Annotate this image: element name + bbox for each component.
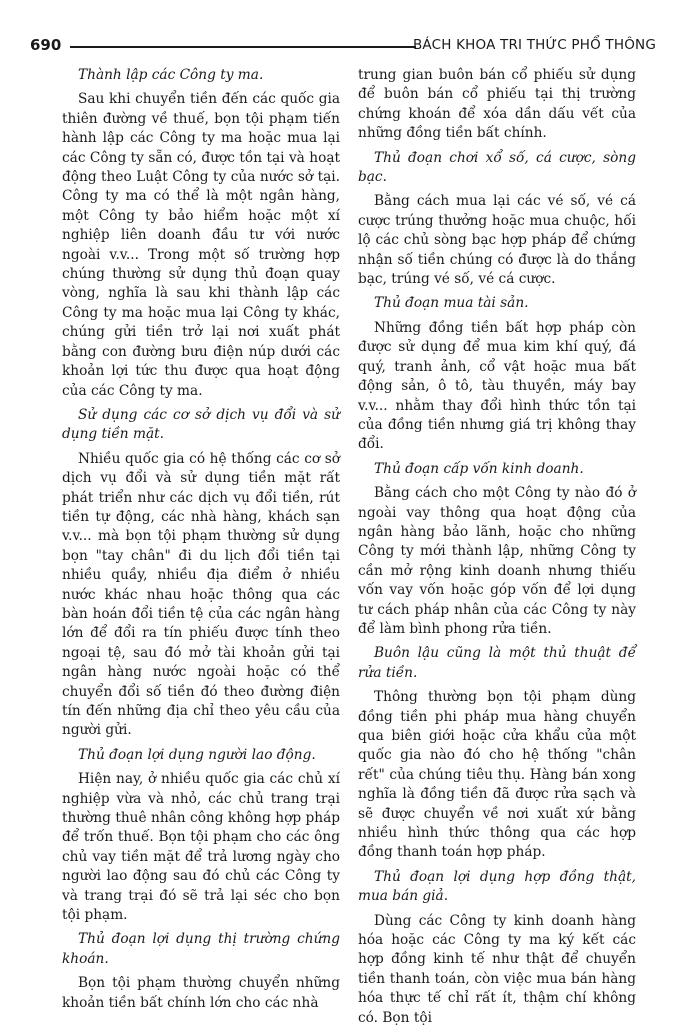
section-heading: Sử dụng các cơ sở dịch vụ đổi và sử dụng tiền mặt. bbox=[62, 406, 340, 443]
section-heading: Thủ đoạn lợi dụng thị trường chứng khoán. bbox=[62, 931, 340, 967]
page-header bbox=[30, 34, 656, 56]
paragraph: Dùng các Công ty kinh doanh hàng hóa hoặc các Công ty ma ký kết các hợp đồng kinh tế như thật để chuyển tiền thanh toán, còn việc mua bán hàng hóa thực tế chỉ rất ít, thậm chí không có. Bọn tội bbox=[358, 912, 636, 1026]
paragraph: Những đồng tiền bất hợp pháp còn được sử dụng để mua kim khí quý, đá quý, tranh ảnh, cổ vật hoặc mua bất động sản, ô tô, tàu thuyền, máy bay v.v... nhằm thay đổi hình thức tồn tại của đồng tiền nhưng giá trị không thay đổi. bbox=[358, 319, 636, 453]
book-title: BÁCH KHOA TRI THỨC PHỔ THÔNG bbox=[412, 37, 656, 53]
header-rule bbox=[70, 46, 416, 48]
paragraph: Bọn tội phạm thường chuyển những khoản tiền bất chính lớn cho các nhà bbox=[62, 975, 340, 1011]
section-heading: Thành lập các Công ty ma. bbox=[78, 67, 264, 83]
paragraph: Bằng cách mua lại các vé số, vé cá cược trúng thưởng hoặc mua chuộc, hối lộ các chủ sòng bạc hợp pháp để chứng nhận số tiền chúng có được là do thắng bạc, trúng vé số, vé cá cược. bbox=[358, 193, 636, 288]
paragraph: Thông thường bọn tội phạm dùng đồng tiền phi pháp mua hàng chuyển qua biên giới hoặc cửa khẩu của một quốc gia nào đó cho hệ thống "chân rết" của chúng tiêu thụ. Hàng bán xong nghĩa là đồng tiền đã được rửa sạch và sẽ được chuyển về nơi xuất xứ bằng nhiều hình thức thông qua các hợp đồng thanh toán hợp pháp. bbox=[358, 689, 636, 861]
paragraph: Bằng cách cho một Công ty nào đó ở ngoài vay thông qua hoạt động của ngân hàng bảo lãnh, hoặc cho những Công ty mới thành lập, những Công ty cần mở rộng kinh doanh nhưng thiếu vốn vay vốn hoặc góp vốn để lợi dụng tư cách pháp nhân của các Công ty này để làm bình phong rửa tiền. bbox=[358, 485, 636, 637]
section-heading: Thủ đoạn lợi dụng người lao động. bbox=[78, 746, 316, 763]
section-heading: Buôn lậu cũng là một thủ thuật để rửa tiền. bbox=[358, 645, 636, 681]
section-heading: Thủ đoạn lợi dụng hợp đồng thật, mua bán giả. bbox=[358, 868, 636, 905]
left-column bbox=[62, 66, 340, 1018]
section-heading: Thủ đoạn chơi xổ số, cá cược, sòng bạc. bbox=[358, 149, 636, 186]
right-column bbox=[358, 66, 636, 1033]
paragraph: Nhiều quốc gia có hệ thống các cơ sở dịch vụ đổi và sử dụng tiền mặt rất phát triển như các dịch vụ đổi tiền, rút tiền tự động, các nhà hàng, khách sạn v.v... mà bọn tội phạm thường sử dụng bọn "tay chân" đi du lịch đổi tiền tại nhiều quầy, nhiều địa điểm ở nhiều nước khác nhau hoặc thông qua các bàn hoán đổi tiền tệ của các ngân hàng lớn để đổi ra tín phiếu được tính theo ngoại tệ, sau đó mở tài khoản gửi tại ngân hàng nước ngoài hoặc có thể chuyển đổi số tiền đó theo đường điện tín đến những địa chỉ theo yêu cầu của người gửi. bbox=[62, 450, 340, 739]
page-number: 690 bbox=[30, 36, 62, 54]
section-heading: Thủ đoạn cấp vốn kinh doanh. bbox=[374, 460, 584, 477]
paragraph: Sau khi chuyển tiền đến các quốc gia thiên đường về thuế, bọn tội phạm tiến hành lập các Công ty ma hoặc mua lại các Công ty sẵn có, được tồn tại và hoạt động theo Luật Công ty của nước sở tại. Công ty ma có thể là một ngân hàng, một Công ty bảo hiểm hoặc một xí nghiệp liên doanh đầu tư với nước ngoài v.v... Trong một số trường hợp chúng thường sử dụng thủ đoạn quay vòng, nghĩa là sau khi thành lập các Công ty ma hoặc mua lại Công ty khác, chúng gửi tiền trở lại nơi xuất phát bằng con đường bưu điện núp dưới các khoản lợi tức thu được qua hoạt động của các Công ty ma. bbox=[62, 91, 340, 399]
paragraph-continued: trung gian buôn bán cổ phiếu sử dụng để buôn bán cổ phiếu tại thị trường chứng khoán để xóa dần dấu vết của những đồng tiền bất chính. bbox=[358, 67, 636, 142]
section-heading: Thủ đoạn mua tài sản. bbox=[374, 295, 529, 312]
paragraph: Hiện nay, ở nhiều quốc gia các chủ xí nghiệp vừa và nhỏ, các chủ trang trại thường thuê nhân công không hợp pháp để trốn thuế. Bọn tội phạm cho các ông chủ vay tiền mặt để trả lương ngày cho người lao động sau đó chủ các Công ty và trang trại đó sẽ trả lại séc cho bọn tội phạm. bbox=[62, 771, 340, 924]
